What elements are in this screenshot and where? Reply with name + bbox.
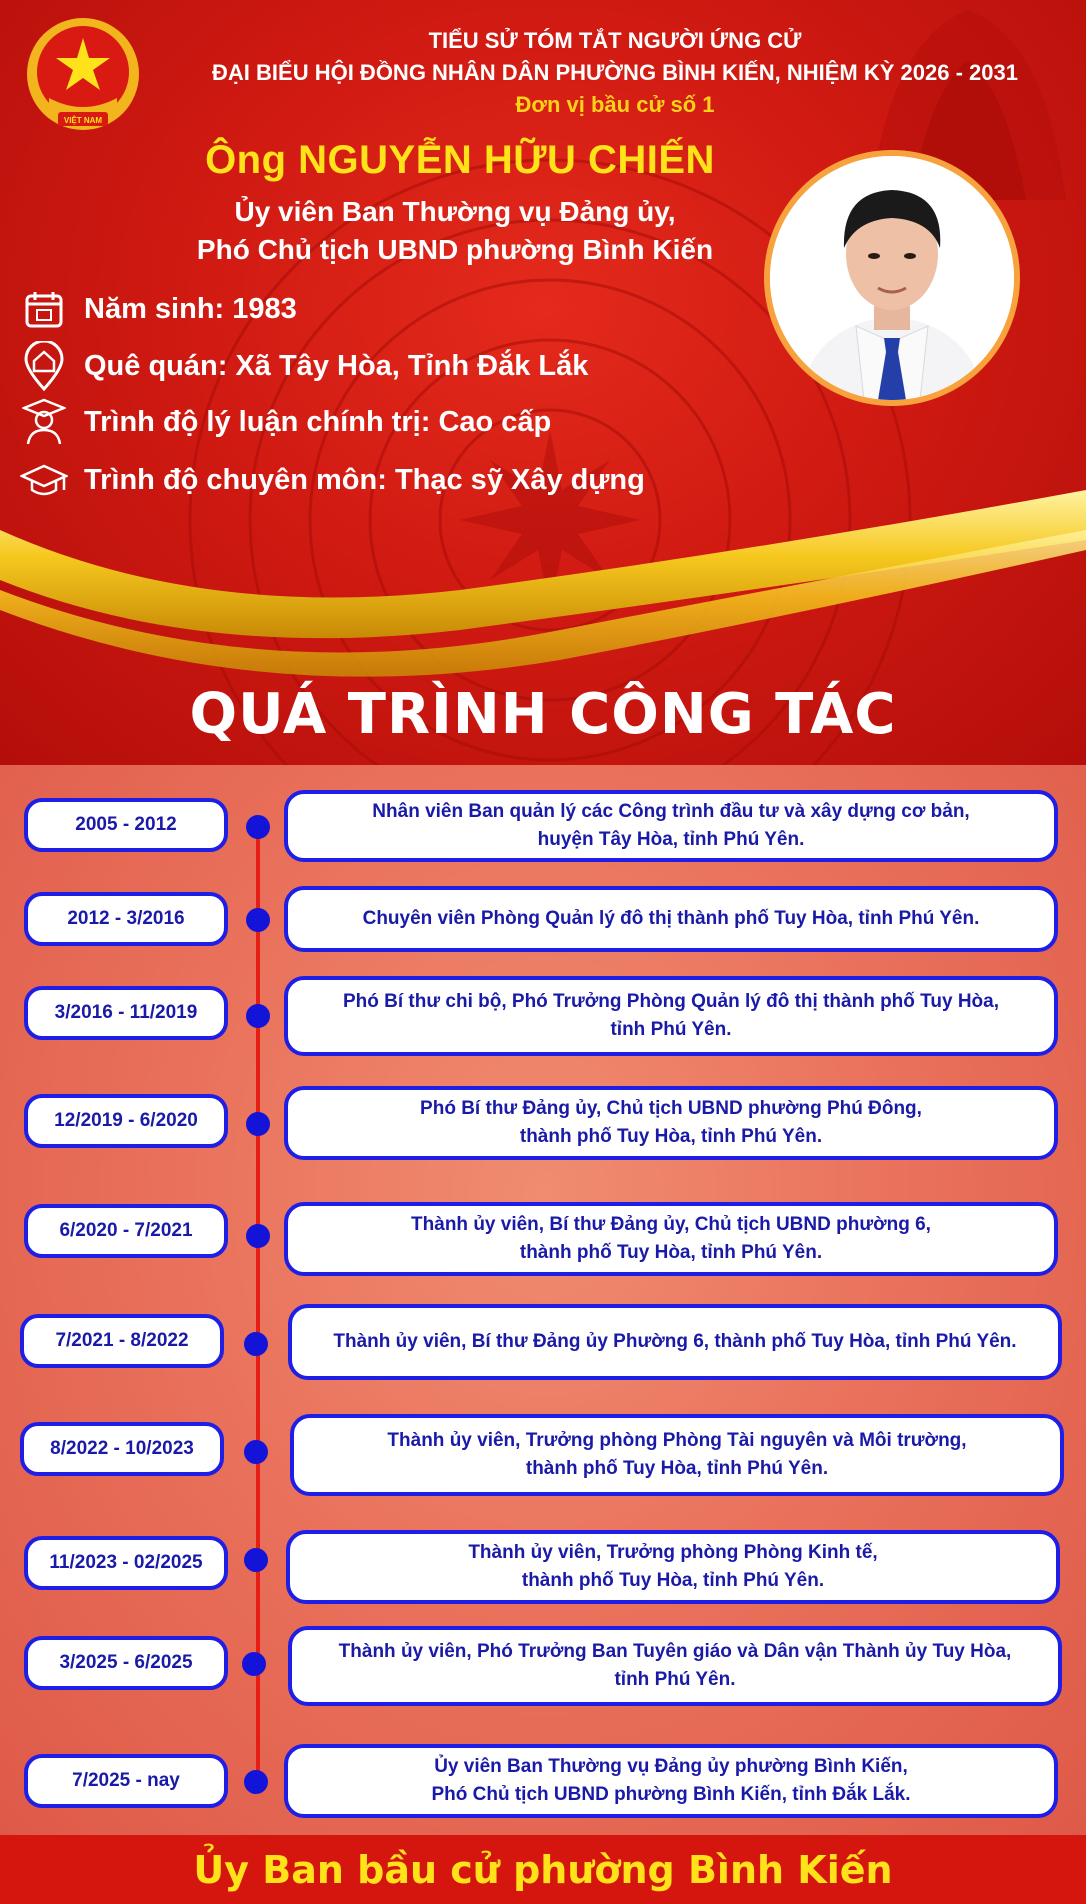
timeline-description: Thành ủy viên, Trưởng phòng Phòng Kinh tế, thành phố Tuy Hòa, tỉnh Phú Yên. bbox=[286, 1530, 1060, 1604]
timeline-description: Ủy viên Ban Thường vụ Đảng ủy phường Bình Kiến, Phó Chủ tịch UBND phường Bình Kiến, tỉnh Đắk Lắk. bbox=[284, 1744, 1058, 1818]
timeline-date: 11/2023 - 02/2025 bbox=[24, 1536, 228, 1590]
electoral-unit: Đơn vị bầu cử số 1 bbox=[515, 92, 715, 117]
timeline-description: Phó Bí thư chi bộ, Phó Trưởng Phòng Quản lý đô thị thành phố Tuy Hòa, tỉnh Phú Yên. bbox=[284, 976, 1058, 1056]
timeline-dot bbox=[246, 1224, 270, 1248]
timeline-date: 6/2020 - 7/2021 bbox=[24, 1204, 228, 1258]
timeline-date: 2012 - 3/2016 bbox=[24, 892, 228, 946]
candidate-photo bbox=[764, 150, 1020, 406]
info-text: Trình độ lý luận chính trị: Cao cấp bbox=[84, 405, 552, 438]
timeline-dot bbox=[246, 1004, 270, 1028]
candidate-position-line1: Ủy viên Ban Thường vụ Đảng ủy, bbox=[234, 196, 676, 227]
national-emblem-icon bbox=[24, 16, 142, 138]
timeline-dot bbox=[246, 908, 270, 932]
info-text: Quê quán: Xã Tây Hòa, Tỉnh Đắk Lắk bbox=[84, 349, 589, 382]
timeline-dot bbox=[242, 1652, 266, 1676]
timeline-description: Chuyên viên Phòng Quản lý đô thị thành phố Tuy Hòa, tỉnh Phú Yên. bbox=[284, 886, 1058, 952]
header-subtitle: ĐẠI BIỂU HỘI ĐỒNG NHÂN DÂN PHƯỜNG BÌNH KIẾN, NHIỆM KỲ 2026 - 2031 bbox=[212, 60, 1018, 85]
timeline-date: 7/2021 - 8/2022 bbox=[20, 1314, 224, 1368]
info-hometown bbox=[18, 340, 588, 392]
section-title: QUÁ TRÌNH CÔNG TÁC bbox=[189, 682, 897, 747]
timeline-date: 8/2022 - 10/2023 bbox=[20, 1422, 224, 1476]
info-text: Trình độ chuyên môn: Thạc sỹ Xây dựng bbox=[84, 463, 645, 496]
emblem-text: VIỆT NAM bbox=[63, 116, 103, 125]
timeline-dot bbox=[244, 1548, 268, 1572]
timeline-date: 3/2025 - 6/2025 bbox=[24, 1636, 228, 1690]
candidate-position-line2: Phó Chủ tịch UBND phường Bình Kiến bbox=[196, 234, 714, 265]
timeline-description: Nhân viên Ban quản lý các Công trình đầu tư và xây dựng cơ bản, huyện Tây Hòa, tỉnh Phú Yên. bbox=[284, 790, 1058, 862]
candidate-name: Ông NGUYỄN HỮU CHIẾN bbox=[205, 138, 715, 182]
timeline-description: Phó Bí thư Đảng ủy, Chủ tịch UBND phường Phú Đông, thành phố Tuy Hòa, tỉnh Phú Yên. bbox=[284, 1086, 1058, 1160]
header-title: TIỂU SỬ TÓM TẮT NGƯỜI ỨNG CỬ bbox=[428, 28, 802, 53]
portrait-illustration bbox=[770, 156, 1014, 400]
footer-text: Ủy Ban bầu cử phường Bình Kiến bbox=[193, 1848, 893, 1892]
timeline-description: Thành ủy viên, Phó Trưởng Ban Tuyên giáo và Dân vận Thành ủy Tuy Hòa, tỉnh Phú Yên. bbox=[288, 1626, 1062, 1706]
info-text: Năm sinh: 1983 bbox=[84, 292, 297, 325]
info-birth-year bbox=[18, 283, 297, 335]
home-location-icon bbox=[18, 340, 70, 392]
timeline-date: 7/2025 - nay bbox=[24, 1754, 228, 1808]
timeline-dot bbox=[246, 815, 270, 839]
timeline-axis bbox=[256, 820, 260, 1782]
graduate-person-icon bbox=[18, 396, 70, 448]
timeline-dot bbox=[246, 1112, 270, 1136]
timeline-description: Thành ủy viên, Bí thư Đảng ủy Phường 6, thành phố Tuy Hòa, tỉnh Phú Yên. bbox=[288, 1304, 1062, 1380]
info-political-level bbox=[18, 396, 551, 448]
timeline-dot bbox=[244, 1440, 268, 1464]
timeline-description: Thành ủy viên, Trưởng phòng Phòng Tài nguyên và Môi trường, thành phố Tuy Hòa, tỉnh Phú Yên. bbox=[290, 1414, 1064, 1496]
calendar-icon bbox=[18, 283, 70, 335]
timeline-description: Thành ủy viên, Bí thư Đảng ủy, Chủ tịch UBND phường 6, thành phố Tuy Hòa, tỉnh Phú Yên. bbox=[284, 1202, 1058, 1276]
gold-ribbon-decoration bbox=[0, 470, 1086, 710]
timeline-dot bbox=[244, 1332, 268, 1356]
timeline-date: 12/2019 - 6/2020 bbox=[24, 1094, 228, 1148]
timeline-date: 2005 - 2012 bbox=[24, 798, 228, 852]
timeline-date: 3/2016 - 11/2019 bbox=[24, 986, 228, 1040]
timeline-dot bbox=[244, 1770, 268, 1794]
